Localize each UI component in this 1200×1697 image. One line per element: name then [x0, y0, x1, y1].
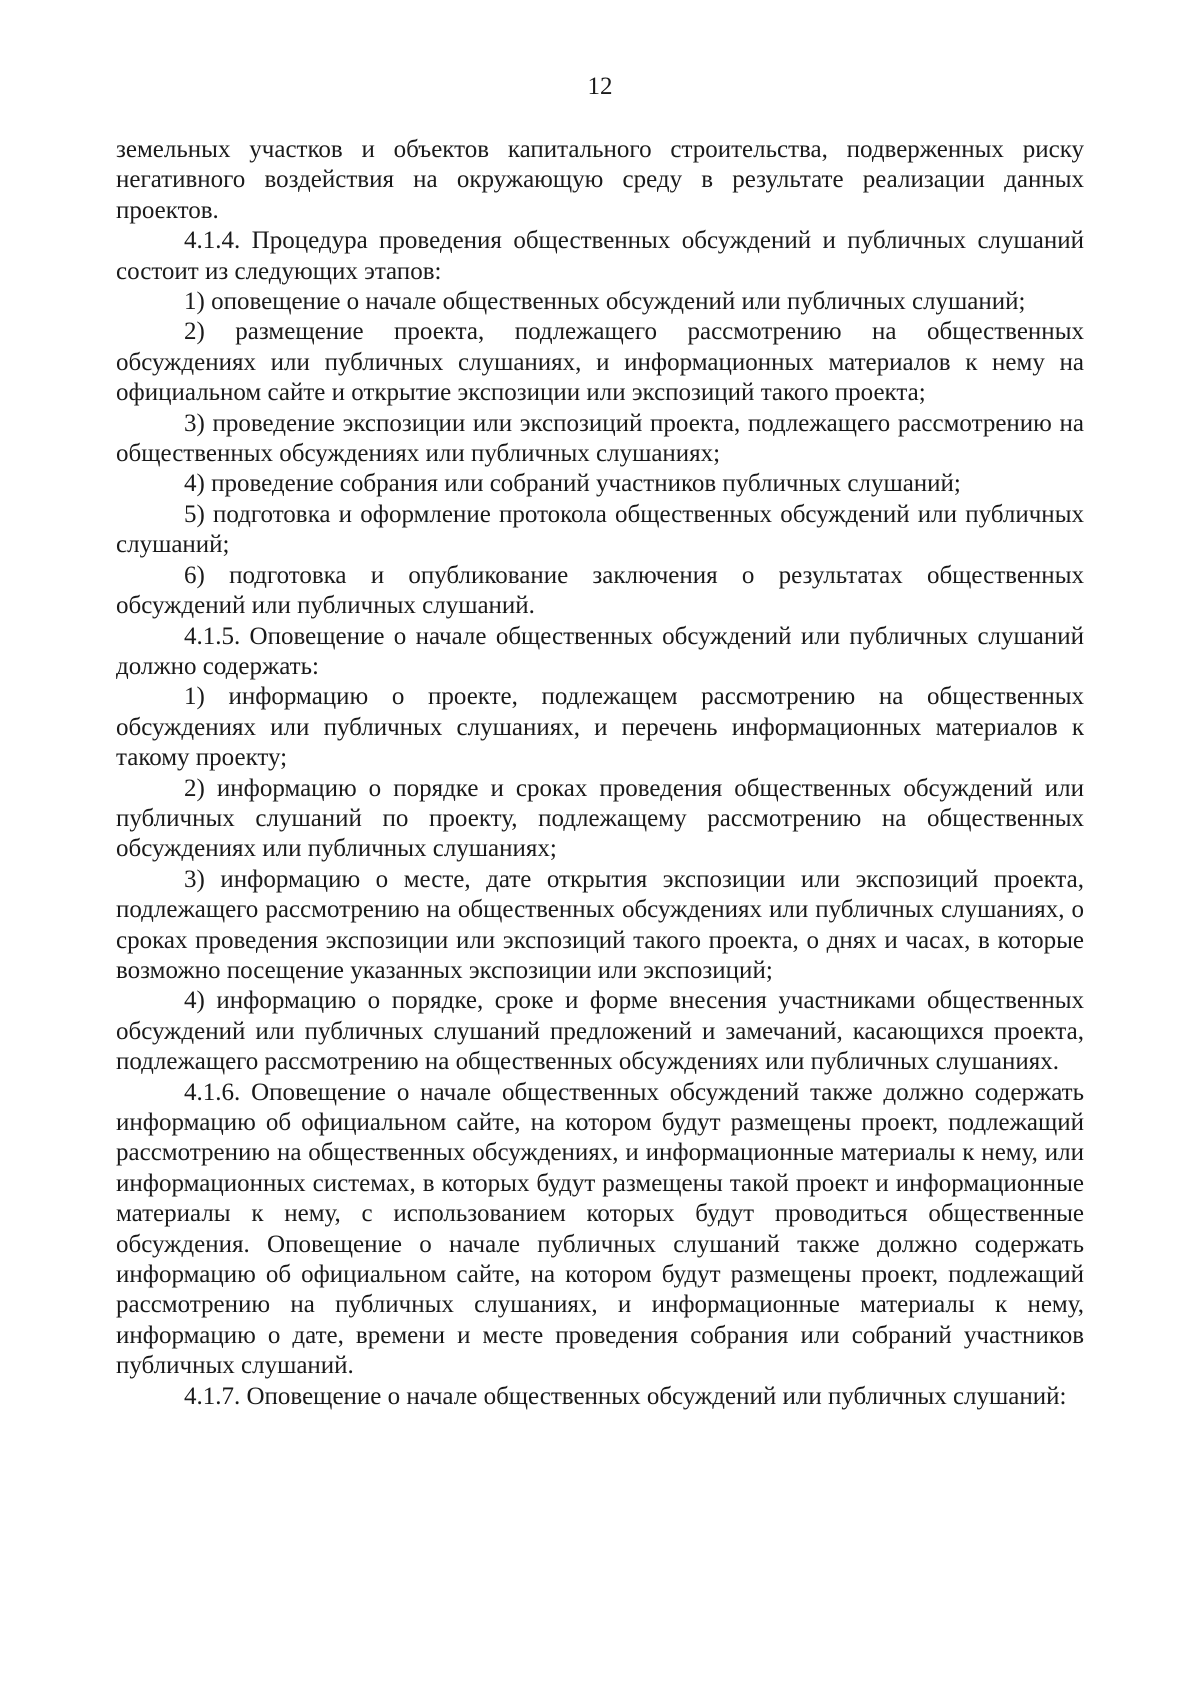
list-item: 3) проведение экспозиции или экспозиций проекта, подлежащего рассмотрению на общественных обсуждениях или публичных слушаниях; — [116, 409, 1084, 468]
list-item: 1) информацию о проекте, подлежащем рассмотрению на общественных обсуждениях или публичных слушаниях, и перечень информационных материалов к такому проекту; — [116, 683, 1084, 772]
list-item: 1) оповещение о начале общественных обсуждений или публичных слушаний; — [184, 288, 1026, 316]
list-item: 3) информацию о месте, дате открытия экспозиции или экспозиций проекта, подлежащего рассмотрению на общественных обсуждениях или публичных слушаниях, о сроках проведения экспозиции или экспозиций такого проекта, о днях и часах, в которые возможно посещение указанных экспозиции или экспозиций; — [116, 865, 1084, 984]
list-item: 6) подготовка и опубликование заключения о результатах общественных обсуждений или публичных слушаний. — [116, 561, 1084, 620]
paragraph-4-1-4: 4.1.4. Процедура проведения общественных обсуждений и публичных слушаний состоит из следующих этапов: — [116, 227, 1084, 285]
list-item: 5) подготовка и оформление протокола общественных обсуждений или публичных слушаний; — [116, 500, 1084, 559]
document-body — [116, 135, 1084, 1412]
list-item: 4) информацию о порядке, сроке и форме внесения участниками общественных обсуждений или публичных слушаний предложений и замечаний, касающихся проекта, подлежащего рассмотрению на общественных обсуждениях или публичных слушаниях. — [116, 987, 1084, 1076]
paragraph-4-1-5: 4.1.5. Оповещение о начале общественных обсуждений или публичных слушаний должно содержать: — [116, 622, 1084, 680]
paragraph-4-1-7: 4.1.7. Оповещение о начале общественных обсуждений или публичных слушаний: — [184, 1382, 1067, 1410]
list-item: 2) информацию о порядке и сроках проведения общественных обсуждений или публичных слушаний по проекту, подлежащему рассмотрению на общественных обсуждениях или публичных слушаниях; — [116, 774, 1084, 863]
page-number: 12 — [587, 73, 613, 100]
paragraph-4-1-6: 4.1.6. Оповещение о начале общественных обсуждений также должно содержать информацию об официальном сайте, на котором будут размещены проект, подлежащий рассмотрению на общественных обсуждениях, и информационные материалы к нему, или информационных системах, в которых будут размещены такой проект и информационные материалы к нему, с использованием которых будут проводиться общественные обсуждения. Оповещение о начале публичных слушаний также должно содержать информацию об официальном сайте, на котором будут размещены проект, подлежащий рассмотрению на публичных слушаниях, и информационные материалы к нему, информацию о дате, времени и месте проведения собрания или собраний участников публичных слушаний. — [116, 1078, 1084, 1380]
list-item: 2) размещение проекта, подлежащего рассмотрению на общественных обсуждениях или публичных слушаниях, и информационных материалов к нему на официальном сайте и открытие экспозиции или экспозиций такого проекта; — [116, 318, 1084, 407]
list-item: 4) проведение собрания или собраний участников публичных слушаний; — [184, 470, 961, 498]
paragraph-continuation: земельных участков и объектов капитального строительства, подверженных риску негативного воздействия на окружающую среду в результате реализации данных проектов. — [116, 136, 1084, 224]
